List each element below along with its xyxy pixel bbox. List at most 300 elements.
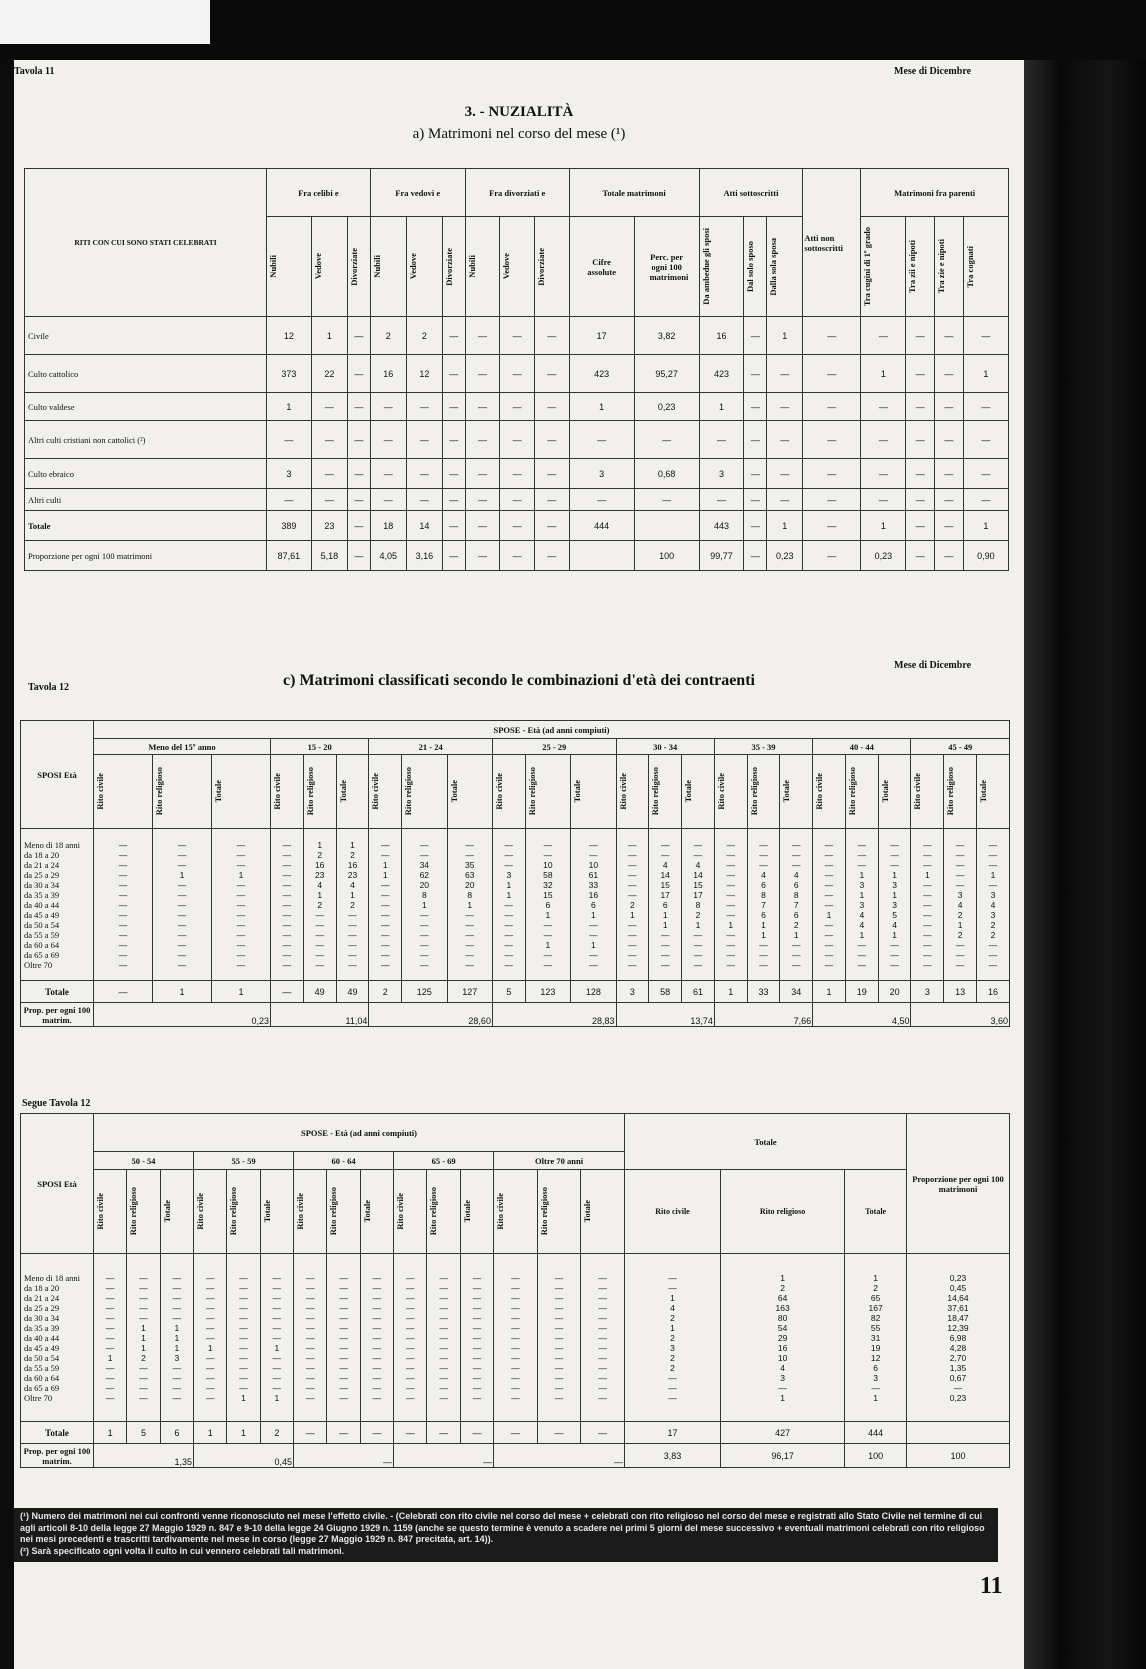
column-header xyxy=(569,217,634,317)
data-cell: 16 xyxy=(699,317,744,355)
sub-column-label: Rito civile xyxy=(617,773,628,810)
column-header xyxy=(699,217,744,317)
data-cell: 2 xyxy=(406,317,442,355)
column-header xyxy=(267,217,312,317)
data-row xyxy=(25,355,1009,393)
sub-column-label: Rito religioso xyxy=(526,767,537,816)
data-cell: — xyxy=(803,393,861,421)
total-label: Totale xyxy=(21,1422,94,1444)
data-column xyxy=(747,829,780,981)
total-cell: 3 xyxy=(616,981,649,1003)
proportion-column xyxy=(907,1254,1010,1422)
column-header xyxy=(311,217,347,317)
proportion-header: Proporzione per ogni 100 matrimoni xyxy=(907,1114,1010,1254)
proportion-label: Prop. per ogni 100 matrim. xyxy=(21,1444,94,1468)
data-column xyxy=(447,829,492,981)
data-cell: — xyxy=(906,317,935,355)
sub-column-label: Totale xyxy=(213,780,223,803)
data-cell: 100 xyxy=(634,541,699,571)
data-cell: 1 xyxy=(267,393,312,421)
column-header xyxy=(406,217,442,317)
data-cell: — xyxy=(963,489,1008,511)
sub-column-label: Totale xyxy=(261,1200,272,1223)
data-cell: — xyxy=(347,511,370,541)
sub-column-label: Rito civile xyxy=(272,773,283,810)
row-label: Culto cattolico xyxy=(25,355,267,393)
sub-column-label: Totale xyxy=(161,1200,172,1223)
data-cell: — xyxy=(465,421,500,459)
data-column xyxy=(537,1254,581,1422)
column-values: — — — — — — — — 1 — — — — xyxy=(105,1272,115,1403)
column-header xyxy=(442,217,465,317)
sub-column-header xyxy=(294,1170,327,1254)
column-header-label: Tra zii e nipoti xyxy=(907,240,918,293)
sposi-age-header: SPOSI Età xyxy=(21,1114,94,1254)
total-cell xyxy=(907,1422,1010,1444)
data-cell: — xyxy=(534,511,569,541)
data-cell: 14 xyxy=(406,511,442,541)
age-group-header: 15 - 20 xyxy=(271,739,369,755)
scan-top-label xyxy=(0,0,210,44)
proportion-cell: 11,04 xyxy=(271,1003,369,1027)
data-cell: — xyxy=(311,489,347,511)
scan-right-border xyxy=(1024,60,1146,1669)
row-label: Culto valdese xyxy=(25,393,267,421)
data-cell: 443 xyxy=(699,511,744,541)
age-group-header: 60 - 64 xyxy=(294,1152,394,1170)
data-cell: 12 xyxy=(267,317,312,355)
column-values: — — — — — 1 1 1 3 — — — — xyxy=(172,1272,182,1403)
column-header xyxy=(935,217,964,317)
data-cell: 3,16 xyxy=(406,541,442,571)
sub-column-header xyxy=(714,755,747,829)
data-cell: 423 xyxy=(569,355,634,393)
data-column xyxy=(944,829,977,981)
table-number-left: Tavola 11 xyxy=(14,66,55,77)
data-cell: — xyxy=(500,541,535,571)
row-label: Altri culti cristiani non cattolici (²) xyxy=(25,421,267,459)
column-values: — — — — — — — 1 — — — — — xyxy=(824,839,834,970)
data-cell: — xyxy=(935,511,964,541)
total-cell: — xyxy=(360,1422,393,1444)
data-cell: — xyxy=(347,421,370,459)
data-column xyxy=(616,829,649,981)
data-cell: — xyxy=(465,393,500,421)
data-cell: 444 xyxy=(569,511,634,541)
data-cell: — xyxy=(935,317,964,355)
column-values: — — — — — — — — — — — — — xyxy=(118,839,128,970)
sub-column-header xyxy=(780,755,813,829)
column-header-label: Vedove xyxy=(501,253,512,280)
data-column xyxy=(494,1254,538,1422)
sub-column-label: Rito religioso xyxy=(538,1187,549,1236)
total-sub-header: Rito civile xyxy=(624,1170,720,1254)
data-cell: — xyxy=(311,459,347,489)
age-group-header: 21 - 24 xyxy=(369,739,493,755)
total-sub-header: Rito religioso xyxy=(721,1170,845,1254)
data-cell: 12 xyxy=(406,355,442,393)
data-cell: — xyxy=(803,489,861,511)
data-column xyxy=(294,1254,327,1422)
data-cell: — xyxy=(442,541,465,571)
data-column xyxy=(327,1254,360,1422)
column-header-label: Nubili xyxy=(371,255,382,278)
sub-column-header xyxy=(813,755,846,829)
total-cell: 123 xyxy=(525,981,570,1003)
sub-column-label: Rito civile xyxy=(715,773,726,810)
total-sub-header: Totale xyxy=(845,1170,907,1254)
data-cell: 1 xyxy=(767,317,803,355)
total-cell: 49 xyxy=(303,981,336,1003)
data-cell: — xyxy=(803,355,861,393)
table12-label: Tavola 12 xyxy=(28,682,70,693)
total-cell: — xyxy=(460,1422,493,1444)
group-header: Totale matrimoni xyxy=(569,169,699,217)
data-cell: 1 xyxy=(963,355,1008,393)
age-data-block xyxy=(21,1254,1010,1422)
total-cell: — xyxy=(394,1422,427,1444)
data-cell: — xyxy=(963,393,1008,421)
column-values: — — 10 58 32 15 6 1 — — 1 — — xyxy=(543,839,553,970)
table12-continued-label: Segue Tavola 12 xyxy=(22,1098,91,1109)
sub-column-label: Totale xyxy=(781,780,792,803)
sub-column-label: Rito religioso xyxy=(846,767,857,816)
column-values: — — — 1 — — — — — — — — — xyxy=(236,839,246,970)
data-cell: 1 xyxy=(861,355,906,393)
data-cell: — xyxy=(744,511,767,541)
data-cell: — xyxy=(767,421,803,459)
data-cell: — xyxy=(442,393,465,421)
total-cell: — xyxy=(494,1422,538,1444)
data-cell: — xyxy=(442,489,465,511)
column-values: — — 4 14 15 17 8 2 1 — — — — xyxy=(693,839,703,970)
column-header-label: Divorziate xyxy=(348,247,359,286)
sub-column-label: Totale xyxy=(582,1200,593,1223)
proportion-row xyxy=(21,1444,1010,1468)
total-cell: — xyxy=(537,1422,581,1444)
data-cell: — xyxy=(465,541,500,571)
data-cell: — xyxy=(935,489,964,511)
proportion-cell: 4,50 xyxy=(813,1003,911,1027)
column-values: — — — 4 6 8 7 6 1 1 — — — xyxy=(759,839,768,970)
column-values: — — — — — 1 1 1 2 — — — — xyxy=(139,1272,148,1403)
column-header-label: Divorziate xyxy=(443,247,454,286)
sub-column-header xyxy=(394,1170,427,1254)
data-cell: 1 xyxy=(861,511,906,541)
sub-column-header xyxy=(227,1170,260,1254)
column-values: 0,23 0,45 14,64 37,61 18,47 12,39 6,98 4,28 2,70 1,35 0,67 — 0,23 xyxy=(947,1272,969,1403)
data-cell: — xyxy=(861,489,906,511)
sub-column-header xyxy=(360,1170,393,1254)
data-cell: 23 xyxy=(311,511,347,541)
sub-column-label: Rito religioso xyxy=(650,767,661,816)
data-cell: 22 xyxy=(311,355,347,393)
data-cell: — xyxy=(803,511,861,541)
sub-column-header xyxy=(492,755,525,829)
sub-column-header xyxy=(525,755,570,829)
data-column xyxy=(227,1254,260,1422)
sub-column-header xyxy=(94,1170,127,1254)
data-cell: — xyxy=(963,317,1008,355)
data-column xyxy=(492,829,525,981)
total-cell: — xyxy=(94,981,153,1003)
data-column xyxy=(271,829,304,981)
column-header xyxy=(534,217,569,317)
column-values: — — — — — — — — 1 — — — — xyxy=(726,839,735,970)
total-cell: 1 xyxy=(212,981,271,1003)
data-column xyxy=(571,829,616,981)
data-cell: — xyxy=(534,355,569,393)
data-cell: 423 xyxy=(699,355,744,393)
total-cell: 5 xyxy=(492,981,525,1003)
spose-age-header: SPOSE - Età (ad anni compiuti) xyxy=(94,721,1010,739)
proportion-cell: 0,23 xyxy=(94,1003,271,1027)
sub-column-label: Rito religioso xyxy=(228,1187,239,1236)
total-column xyxy=(721,1254,845,1422)
column-values: — — — 1 3 1 3 4 4 1 — — — xyxy=(857,839,867,970)
proportion-label: Prop. per ogni 100 matrim. xyxy=(21,1003,94,1027)
data-cell: — xyxy=(534,393,569,421)
data-cell: 17 xyxy=(569,317,634,355)
data-column xyxy=(845,829,878,981)
sub-column-header xyxy=(194,1170,227,1254)
data-cell: — xyxy=(906,421,935,459)
proportion-cell: — xyxy=(494,1444,625,1468)
data-cell: — xyxy=(744,393,767,421)
data-column xyxy=(402,829,447,981)
group-header: Atti sottoscritti xyxy=(699,169,803,217)
data-cell: — xyxy=(500,317,535,355)
data-cell: — xyxy=(534,459,569,489)
sub-column-label: Rito religioso xyxy=(403,767,414,816)
data-cell: — xyxy=(500,421,535,459)
column-header-label: Tra cognati xyxy=(964,245,975,288)
proportion-cell: 28,60 xyxy=(369,1003,493,1027)
data-cell: — xyxy=(347,541,370,571)
data-cell: — xyxy=(500,459,535,489)
column-header xyxy=(500,217,535,317)
footnotes xyxy=(14,1508,998,1562)
data-cell: — xyxy=(406,421,442,459)
column-header-label: Dalla sola sposa xyxy=(768,237,779,296)
data-column xyxy=(303,829,336,981)
column-header-label: Vedove xyxy=(407,253,418,280)
data-column xyxy=(94,1254,127,1422)
data-row xyxy=(25,421,1009,459)
total-cell: 1 xyxy=(94,1422,127,1444)
data-column xyxy=(212,829,271,981)
table12-title: c) Matrimoni classificati secondo le combinazioni d'età dei contraenti xyxy=(283,672,755,689)
column-header-label: Perc. per ogni 100 matrimoni xyxy=(649,251,689,282)
data-row xyxy=(25,317,1009,355)
proportion-cell: 0,45 xyxy=(194,1444,294,1468)
data-cell: — xyxy=(500,489,535,511)
column-values: — — — — — 3 4 2 1 2 — — — xyxy=(955,839,965,970)
data-cell: — xyxy=(803,459,861,489)
data-cell: — xyxy=(744,421,767,459)
data-column xyxy=(460,1254,493,1422)
data-cell: — xyxy=(370,459,406,489)
data-cell: 1 xyxy=(699,393,744,421)
total-cell: 34 xyxy=(780,981,813,1003)
column-values: — — 10 61 33 16 6 1 — — 1 — — xyxy=(588,839,599,970)
column-values: — — — — — — — — — — — — — xyxy=(598,1272,607,1403)
data-cell: — xyxy=(465,489,500,511)
data-column xyxy=(525,829,570,981)
age-group-header: 50 - 54 xyxy=(94,1152,194,1170)
data-cell: — xyxy=(935,459,964,489)
sub-column-header xyxy=(212,755,271,829)
data-column xyxy=(153,829,212,981)
proportion-cell: 100 xyxy=(907,1444,1010,1468)
total-cell: 1 xyxy=(714,981,747,1003)
total-cell: 61 xyxy=(682,981,715,1003)
total-label: Totale xyxy=(21,981,94,1003)
data-cell: — xyxy=(347,317,370,355)
data-cell: — xyxy=(311,393,347,421)
age-group-header: 55 - 59 xyxy=(194,1152,294,1170)
data-cell: — xyxy=(406,393,442,421)
total-cell: 427 xyxy=(721,1422,845,1444)
sub-column-header xyxy=(94,755,153,829)
row-label-list: Meno di 18 anni da 18 a 20 da 21 a 24 da 25 a 29 da 30 a 34 da 35 a 39 da 40 a 44 da 45 a 49 da 50 a 54 da 55 a 59 da 60 a 64 da 65 a 69 Oltre 70 xyxy=(24,1272,80,1403)
sub-column-label: Rito civile xyxy=(370,773,381,810)
footnote-1: (¹) Numero dei matrimoni nei cui confronti venne riconosciuto nel mese l'effetto civile. - (Celebrati con rito civile nel corso del mese + celebrati con rito religioso nel corso del mese e registrati allo Stato Civile nel termine di cui agli articoli 8-10 della legge 27 Maggio 1929 n. 847 e 9-10 della legge 24 Giugno 1929 n. 1159 (anche se questo termine è venuto a scadere nei primi 5 giorni del mese successivo + eventuali matrimoni celebrati con rito religioso nei mesi precedenti e trascritti tardivamente nel mese in corso (legge 27 Maggio 1929 n. 847 precitata, art. 14)). xyxy=(20,1511,985,1544)
column-header xyxy=(370,217,406,317)
total-cell: — xyxy=(271,981,304,1003)
column-header xyxy=(744,217,767,317)
total-cell: 19 xyxy=(845,981,878,1003)
data-cell xyxy=(569,541,634,571)
marriages-table xyxy=(24,168,1009,571)
column-values: — — — — — — — — — — — — — xyxy=(406,1272,415,1403)
column-header-label: Tra zie e nipoti xyxy=(936,239,947,294)
total-cell: — xyxy=(327,1422,360,1444)
data-cell: 4,05 xyxy=(370,541,406,571)
data-cell: 1 xyxy=(569,393,634,421)
total-cell: 16 xyxy=(977,981,1010,1003)
data-column xyxy=(911,829,944,981)
column-values: — — — — — — — — — — — — 1 xyxy=(239,1272,248,1403)
data-cell: — xyxy=(534,421,569,459)
data-cell: — xyxy=(634,421,699,459)
total-cell: 49 xyxy=(336,981,369,1003)
sub-column-header xyxy=(160,1170,193,1254)
data-cell: — xyxy=(347,459,370,489)
column-header xyxy=(347,217,370,317)
proportion-row xyxy=(21,1003,1010,1027)
data-column xyxy=(714,829,747,981)
data-column xyxy=(394,1254,427,1422)
total-cell: 1 xyxy=(153,981,212,1003)
total-column xyxy=(845,1254,907,1422)
sub-column-label: Totale xyxy=(337,780,348,803)
total-cell: 6 xyxy=(160,1422,193,1444)
total-cell: 17 xyxy=(624,1422,720,1444)
column-values: — — — 1 3 1 3 5 4 1 — — — xyxy=(890,839,899,970)
column-header xyxy=(767,217,803,317)
data-cell: — xyxy=(906,489,935,511)
data-cell: — xyxy=(534,541,569,571)
column-values: — — — 1 — 3 4 3 2 2 — — — xyxy=(988,839,998,970)
data-column xyxy=(160,1254,193,1422)
column-header xyxy=(963,217,1008,317)
data-cell: — xyxy=(267,421,312,459)
column-header-label: Dal solo sposo xyxy=(745,240,756,292)
row-label-list: Meno di 18 anni da 18 a 20 da 21 a 24 da 25 a 29 da 30 a 34 da 35 a 39 da 40 a 44 da 45 a 49 da 50 a 54 da 55 a 59 da 60 a 64 da 65 a 69 Oltre 70 xyxy=(24,839,80,970)
data-cell: — xyxy=(767,393,803,421)
sub-column-label: Totale xyxy=(978,780,989,803)
data-cell: 3 xyxy=(699,459,744,489)
proportion-cell: 100 xyxy=(845,1444,907,1468)
column-header-label: Cifre assolute xyxy=(587,256,617,277)
data-cell: — xyxy=(906,541,935,571)
data-cell: — xyxy=(803,317,861,355)
sub-column-label: Rito religioso xyxy=(154,767,164,816)
row-labels xyxy=(21,1254,94,1422)
data-cell: 87,61 xyxy=(267,541,312,571)
data-column xyxy=(581,1254,625,1422)
age-group-header: Meno del 15º anno xyxy=(94,739,271,755)
data-cell: 2 xyxy=(370,317,406,355)
data-cell: — xyxy=(744,317,767,355)
data-cell: 1 xyxy=(311,317,347,355)
data-column xyxy=(194,1254,227,1422)
column-values: — — — 4 6 8 7 6 2 1 — — — xyxy=(792,839,801,970)
data-cell: — xyxy=(861,421,906,459)
data-cell: — xyxy=(935,541,964,571)
data-cell: — xyxy=(406,489,442,511)
total-cell: 58 xyxy=(649,981,682,1003)
data-cell: — xyxy=(935,355,964,393)
data-cell: — xyxy=(370,421,406,459)
column-values: — — — — — — — — — — — — — xyxy=(282,839,292,970)
data-cell: 0,68 xyxy=(634,459,699,489)
column-values: — — 35 63 20 8 1 — — — — — — xyxy=(465,839,475,970)
totale-header: Totale xyxy=(624,1114,906,1170)
data-cell xyxy=(634,511,699,541)
total-row xyxy=(21,1422,1010,1444)
month-label-right: Mese di Dicembre xyxy=(894,66,972,77)
data-cell: 3 xyxy=(267,459,312,489)
data-cell: — xyxy=(267,489,312,511)
sub-column-label: Rito civile xyxy=(95,773,105,810)
data-cell: — xyxy=(906,393,935,421)
data-column xyxy=(813,829,846,981)
data-cell: — xyxy=(406,459,442,489)
column-values: 1 2 16 23 4 1 2 — — — — — — xyxy=(347,839,358,970)
data-cell: — xyxy=(465,511,500,541)
sub-column-label: Rito religioso xyxy=(748,767,759,816)
sub-column-header xyxy=(447,755,492,829)
data-cell: — xyxy=(803,421,861,459)
data-cell: — xyxy=(442,317,465,355)
column-values: — — — — — — — — — — — — — xyxy=(511,1272,520,1403)
age-group-header: 65 - 69 xyxy=(394,1152,494,1170)
sub-column-header xyxy=(303,755,336,829)
sub-column-label: Rito religioso xyxy=(328,1187,339,1236)
proportion-row xyxy=(25,541,1009,571)
sub-column-header xyxy=(977,755,1010,829)
data-column xyxy=(369,829,402,981)
proportion-cell: 13,74 xyxy=(616,1003,714,1027)
sub-column-label: Rito religioso xyxy=(128,1187,139,1236)
data-column xyxy=(260,1254,293,1422)
sub-column-label: Rito civile xyxy=(493,773,504,810)
proportion-label: Proporzione per ogni 100 matrimoni xyxy=(25,541,267,571)
sub-column-header xyxy=(327,1170,360,1254)
sub-column-header xyxy=(944,755,977,829)
